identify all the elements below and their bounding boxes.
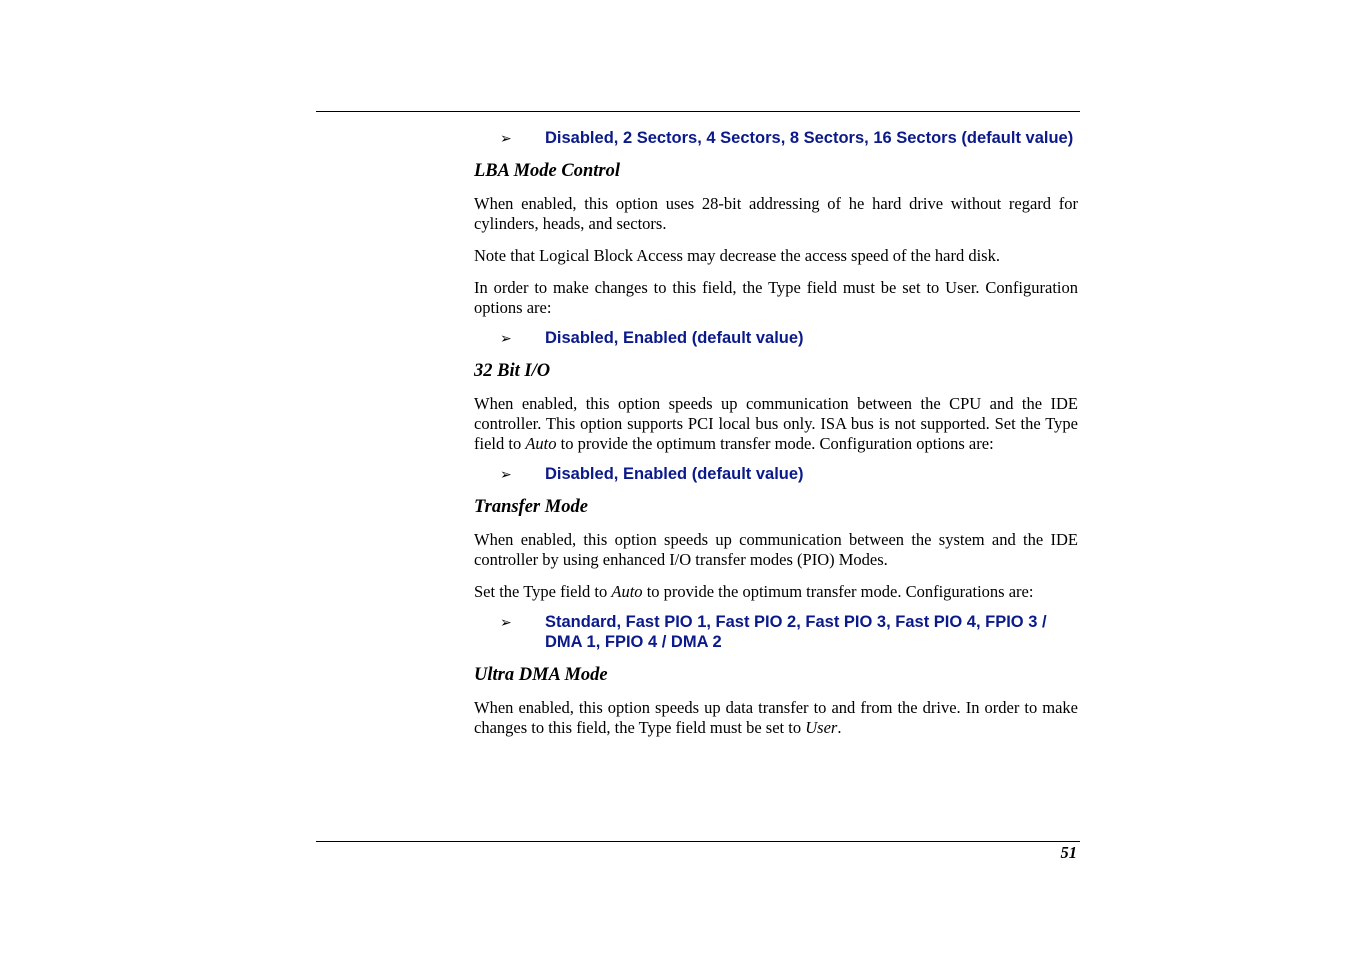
option-values: Standard, Fast PIO 1, Fast PIO 2, Fast PIO 3, Fast PIO 4, FPIO 3 / DMA 1, FPIO 4 / DMA 2 [545, 613, 1047, 651]
page-content [474, 128, 1078, 738]
paragraph: Note that Logical Block Access may decrease the access speed of the hard disk. [474, 246, 1000, 265]
emphasis-auto: Auto [525, 434, 557, 453]
option-list-item [474, 128, 1078, 148]
arrow-bullet-icon: ➢ [500, 130, 512, 146]
section-heading-ultra-dma-mode: Ultra DMA Mode [474, 665, 608, 685]
option-values: Disabled, 2 Sectors, 4 Sectors, 8 Sectors, 16 Sectors (default value) [545, 129, 1074, 147]
option-list-item [474, 328, 1078, 348]
paragraph: When enabled, this option speeds up communication between the system and the IDE controller by using enhanced I/O transfer modes (PIO) Modes. [474, 530, 1078, 569]
paragraph: When enabled, this option uses 28-bit addressing of he hard drive without regard for cylinders, heads, and sectors. [474, 194, 1078, 233]
option-values: Disabled, Enabled (default value) [545, 329, 804, 347]
section-heading-transfer-mode: Transfer Mode [474, 497, 588, 517]
section-heading-lba-mode-control: LBA Mode Control [474, 161, 620, 181]
paragraph: When enabled, this option speeds up communication between the CPU and the IDE controller. This option supports PCI local bus only. ISA bus is not supported. Set the Type field to Auto to provide the optimum transfer mode. Configuration options are: [474, 394, 1078, 453]
option-values: Disabled, Enabled (default value) [545, 465, 804, 483]
paragraph: When enabled, this option speeds up data transfer to and from the drive. In order to make changes to this field, the Type field must be set to User. [474, 698, 1078, 737]
arrow-bullet-icon: ➢ [500, 466, 512, 482]
header-rule [316, 111, 1080, 112]
emphasis-auto: Auto [611, 582, 643, 601]
paragraph: In order to make changes to this field, the Type field must be set to User. Configuration options are: [474, 278, 1078, 317]
footer-rule [316, 841, 1080, 842]
section-heading-32-bit-io: 32 Bit I/O [474, 361, 551, 381]
page-number: 51 [1060, 843, 1077, 862]
arrow-bullet-icon: ➢ [500, 330, 512, 346]
paragraph: Set the Type field to Auto to provide the optimum transfer mode. Configurations are: [474, 582, 1034, 601]
arrow-bullet-icon: ➢ [500, 614, 512, 630]
option-list-item [474, 612, 1078, 652]
option-list-item [474, 464, 1078, 484]
emphasis-user: User [805, 718, 838, 737]
